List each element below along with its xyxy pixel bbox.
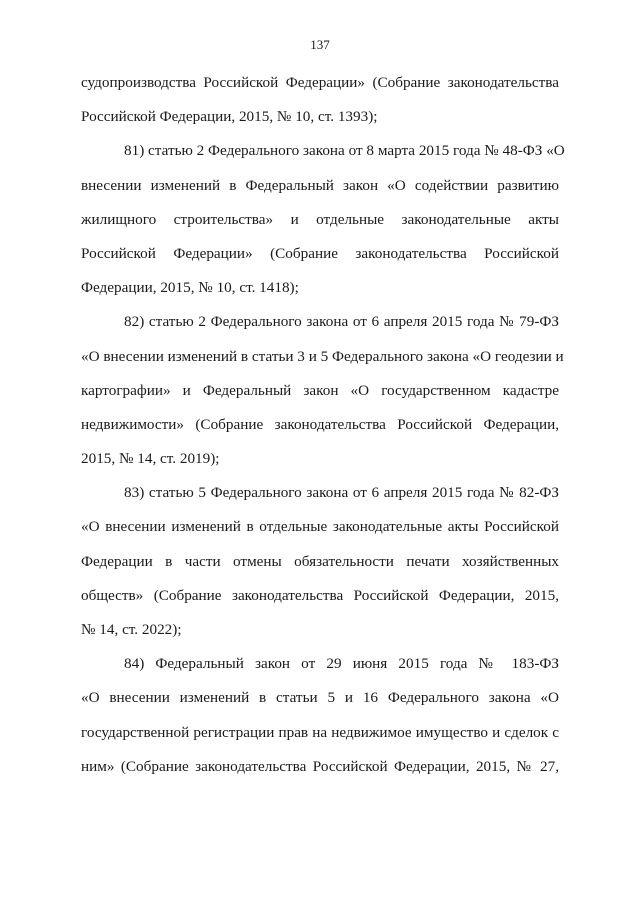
text-line: картографии» и Федеральный закон «О государственном кадастре [81,381,559,399]
text-line: «О внесении изменений в статьи 5 и 16 Федерального закона «О [81,689,559,707]
page-number: 137 [310,37,330,52]
list-item-84-line: 84) Федеральный закон от 29 июня 2015 года № 183-ФЗ [124,655,559,673]
document-body [81,66,565,784]
text-line: «О внесении изменений в статьи 3 и 5 Федерального закона «О геодезии и [81,347,564,365]
list-item-82-line: 82) статью 2 Федерального закона от 6 апреля 2015 года № 79-ФЗ [124,313,559,331]
text-line: государственной регистрации прав на недвижимое имущество и сделок с [81,723,559,741]
text-line: недвижимости» (Собрание законодательства Российской Федерации, [81,415,559,433]
text-line: Российской Федерации, 2015, № 10, ст. 1393); [81,108,378,126]
text-line: обществ» (Собрание законодательства Российской Федерации, 2015, [81,586,559,604]
text-line: Федерации в части отмены обязательности печати хозяйственных [81,552,559,570]
text-line: жилищного строительства» и отдельные законодательные акты [81,210,559,228]
text-line: Федерации, 2015, № 10, ст. 1418); [81,279,299,297]
text-line: «О внесении изменений в отдельные законодательные акты Российской [81,518,559,536]
text-line: внесении изменений в Федеральный закон «О содействии развитию [81,176,559,194]
text-line: № 14, ст. 2022); [81,621,182,638]
text-line: Российской Федерации» (Собрание законодательства Российской [81,244,559,262]
list-item-81-line: 81) статью 2 Федерального закона от 8 марта 2015 года № 48-ФЗ «О [124,142,565,160]
text-line: 2015, № 14, ст. 2019); [81,450,220,468]
list-item-83-line: 83) статью 5 Федерального закона от 6 апреля 2015 года № 82-ФЗ [124,484,559,502]
text-line: судопроизводства Российской Федерации» (Собрание законодательства [81,74,559,91]
text-line: ним» (Собрание законодательства Российской Федерации, 2015, № 27, [81,757,559,775]
